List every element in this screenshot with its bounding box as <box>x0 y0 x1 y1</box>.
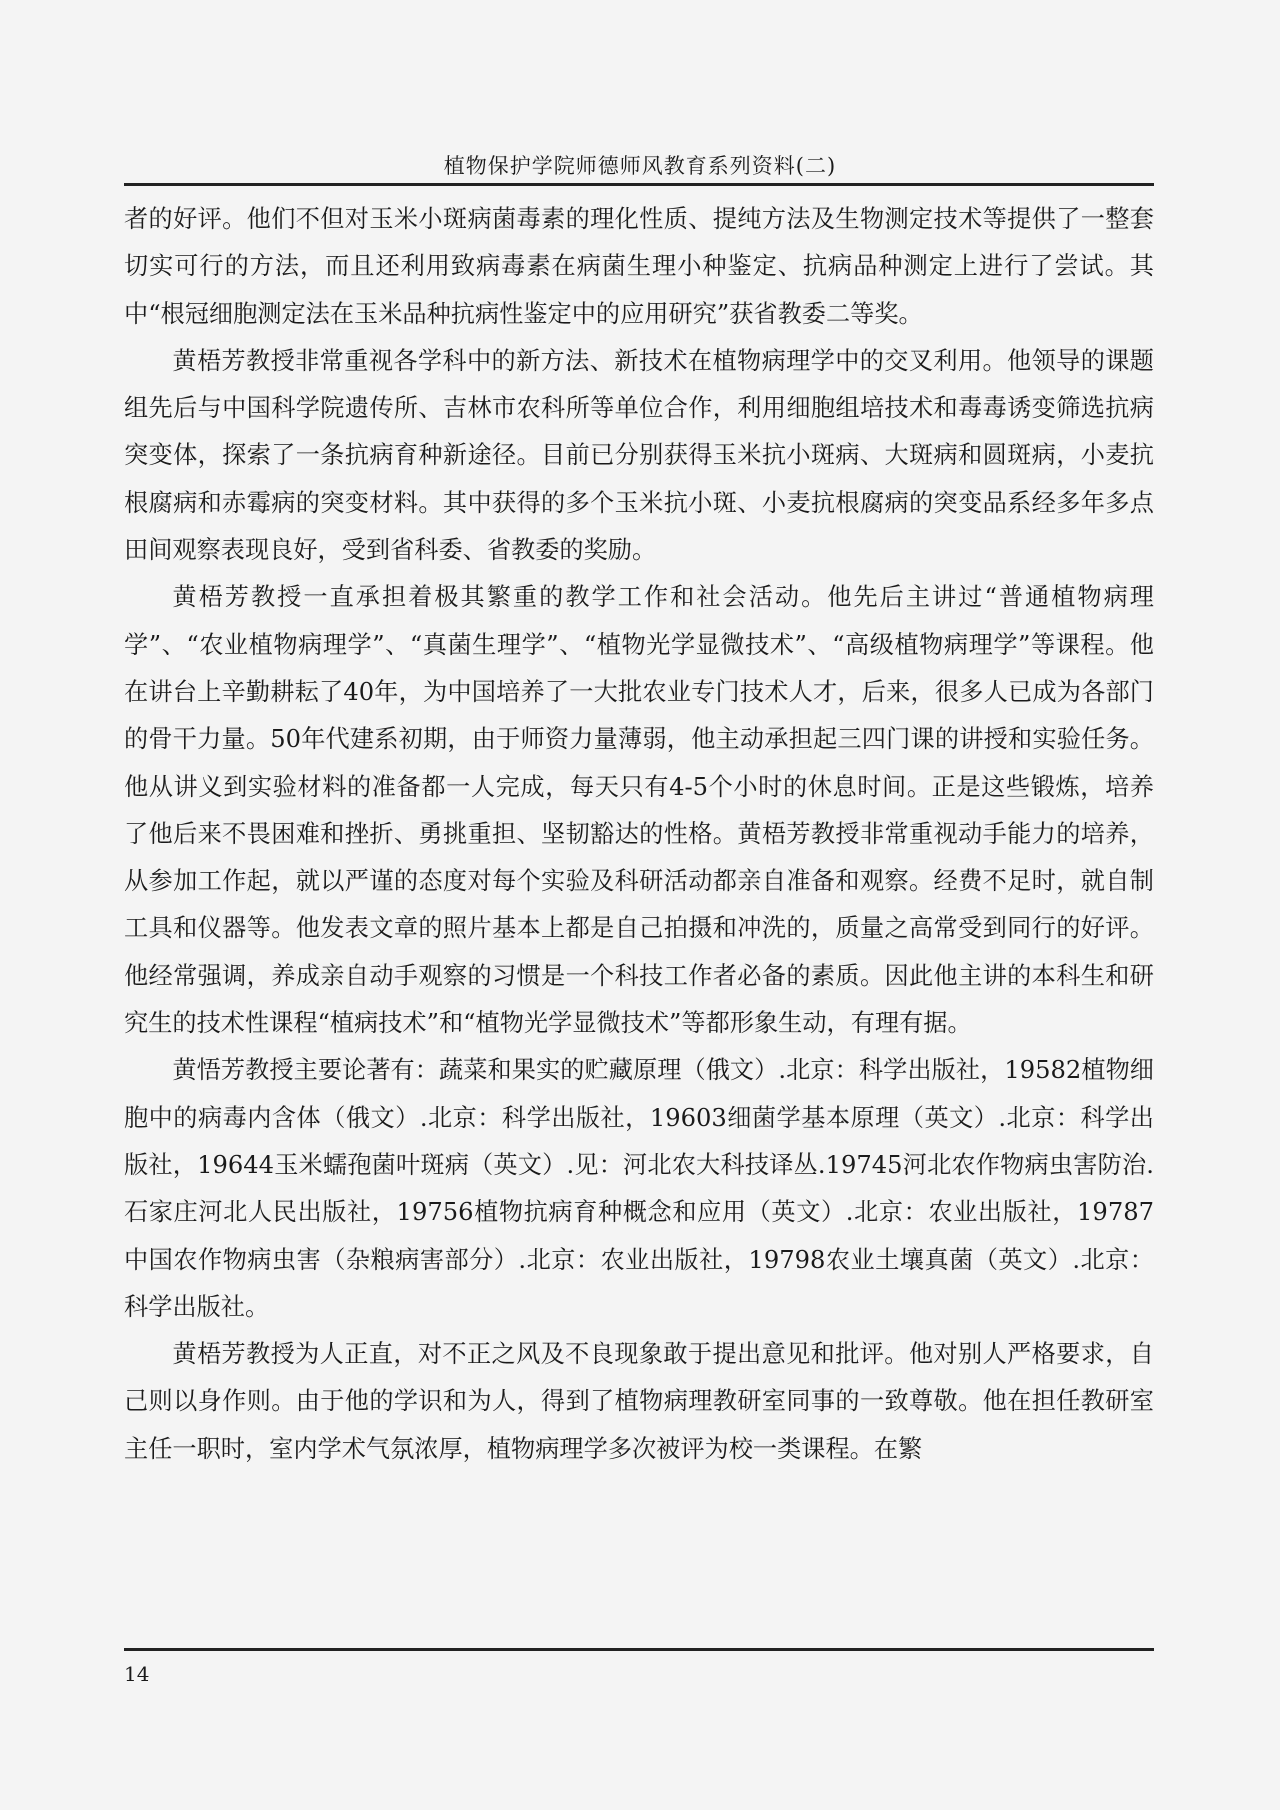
header-rule <box>124 183 1154 186</box>
footer-rule <box>124 1648 1154 1651</box>
body-text <box>124 196 1154 1473</box>
paragraph: 黄梧芳教授一直承担着极其繁重的教学工作和社会活动。他先后主讲过“普通植物病理学”、“农业植物病理学”、“真菌生理学”、“植物光学显微技术”、“高级植物病理学”等课程。他在讲台上辛勤耕耘了40年，为中国培养了一大批农业专门技术人才，后来，很多人已成为各部门的骨干力量。50年代建系初期，由于师资力量薄弱，他主动承担起三四门课的讲授和实验任务。他从讲义到实验材料的准备都一人完成，每天只有4-5个小时的休息时间。正是这些锻炼，培养了他后来不畏困难和挫折、勇挑重担、坚韧豁达的性格。黄梧芳教授非常重视动手能力的培养，从参加工作起，就以严谨的态度对每个实验及科研活动都亲自准备和观察。经费不足时，就自制工具和仪器等。他发表文章的照片基本上都是自己拍摄和冲洗的，质量之高常受到同行的好评。他经常强调，养成亲自动手观察的习惯是一个科技工作者必备的素质。因此他主讲的本科生和研究生的技术性课程“植病技术”和“植物光学显微技术”等都形象生动，有理有据。 <box>124 583 1154 1038</box>
paragraph-continued: 者的好评。他们不但对玉米小斑病菌毒素的理化性质、提纯方法及生物测定技术等提供了一整套切实可行的方法，而且还利用致病毒素在病菌生理小种鉴定、抗病品种测定上进行了尝试。其中“根冠细胞测定法在玉米品种抗病性鉴定中的应用研究”获省教委二等奖。 <box>124 205 1154 328</box>
page-number: 14 <box>124 1662 150 1686</box>
paragraph: 黄梧芳教授为人正直，对不正之风及不良现象敢于提出意见和批评。他对别人严格要求，自己则以身作则。由于他的学识和为人，得到了植物病理教研室同事的一致尊敬。他在担任教研室主任一职时，室内学术气氛浓厚，植物病理学多次被评为校一类课程。在繁 <box>124 1340 1154 1463</box>
running-header: 植物保护学院师德师风教育系列资料(二) <box>443 154 837 178</box>
paragraph-publications: 黄悟芳教授主要论著有：蔬菜和果实的贮藏原理（俄文）.北京：科学出版社，19582植物细胞中的病毒内含体（俄文）.北京：科学出版社，19603细菌学基本原理（英文）.北京：科学出版社，19644玉米蠕孢菌叶斑病（英文）.见：河北农大科技译丛.19745河北农作物病虫害防治.石家庄河北人民出版社，19756植物抗病育种概念和应用（英文）.北京：农业出版社，19787中国农作物病虫害（杂粮病害部分）.北京：农业出版社，19798农业土壤真菌（英文）.北京：科学出版社。 <box>124 1056 1154 1321</box>
paragraph: 黄梧芳教授非常重视各学科中的新方法、新技术在植物病理学中的交叉利用。他领导的课题组先后与中国科学院遗传所、吉林市农科所等单位合作，利用细胞组培技术和毒毒诱变筛选抗病突变体，探索了一条抗病育种新途径。目前已分别获得玉米抗小斑病、大斑病和圆斑病，小麦抗根腐病和赤霉病的突变材料。其中获得的多个玉米抗小斑、小麦抗根腐病的突变品系经多年多点田间观察表现良好，受到省科委、省教委的奖励。 <box>124 346 1154 565</box>
